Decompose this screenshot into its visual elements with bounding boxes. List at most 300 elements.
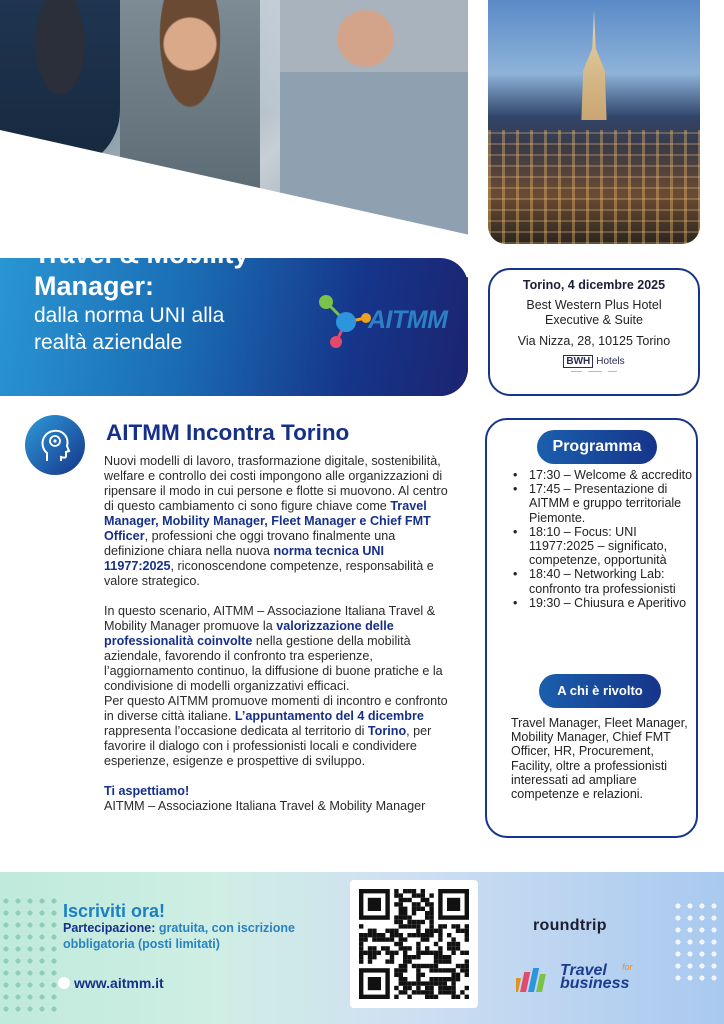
program-item: • 17:45 – Presentazione di AITMM e gruppo territoriale Piemonte. bbox=[513, 482, 693, 525]
decorative-dots-left bbox=[0, 895, 60, 1015]
qr-module bbox=[372, 933, 376, 937]
qr-module bbox=[456, 973, 460, 977]
qr-module bbox=[429, 968, 433, 972]
qr-module bbox=[434, 977, 438, 981]
qr-module bbox=[394, 893, 398, 897]
qr-module bbox=[425, 995, 429, 999]
program-item: • 17:30 – Welcome & accredito bbox=[513, 468, 693, 482]
qr-module bbox=[438, 968, 442, 972]
article-body bbox=[104, 454, 452, 814]
qr-module bbox=[416, 973, 420, 977]
qr-module bbox=[443, 924, 447, 928]
tfb-word-for: for bbox=[622, 962, 633, 972]
qr-module bbox=[465, 986, 469, 990]
text-run: , riconoscendone competenze, responsabilità e valore strategico. bbox=[104, 559, 434, 588]
qr-module bbox=[416, 893, 420, 897]
qr-module bbox=[416, 964, 420, 968]
text-bold: Torino bbox=[367, 724, 407, 738]
qr-module bbox=[403, 955, 407, 959]
qr-module bbox=[403, 977, 407, 981]
tfb-word-business: business bbox=[560, 975, 630, 992]
qr-module bbox=[394, 986, 398, 990]
qr-module bbox=[425, 946, 429, 950]
scenario-paragraph bbox=[104, 604, 452, 694]
qr-module bbox=[416, 929, 420, 933]
qr-module bbox=[438, 946, 442, 950]
qr-module bbox=[438, 986, 442, 990]
qr-finder bbox=[368, 977, 381, 990]
qr-module bbox=[399, 915, 403, 919]
qr-module bbox=[403, 959, 407, 963]
qr-module bbox=[399, 924, 403, 928]
qr-module bbox=[425, 915, 429, 919]
qr-module bbox=[416, 924, 420, 928]
qr-module bbox=[425, 981, 429, 985]
qr-module bbox=[465, 937, 469, 941]
qr-module bbox=[438, 933, 442, 937]
qr-module bbox=[412, 907, 416, 911]
text-bold: norma tecnica UNI 11977:2025 bbox=[104, 544, 385, 573]
qr-module bbox=[403, 981, 407, 985]
qr-module bbox=[456, 995, 460, 999]
qr-module bbox=[399, 920, 403, 924]
qr-module bbox=[399, 898, 403, 902]
qr-module bbox=[429, 986, 433, 990]
qr-finder bbox=[447, 898, 460, 911]
qr-module bbox=[425, 986, 429, 990]
qr-module bbox=[447, 977, 451, 981]
qr-module bbox=[394, 929, 398, 933]
qr-module bbox=[390, 951, 394, 955]
qr-module bbox=[438, 951, 442, 955]
qr-module bbox=[425, 898, 429, 902]
qr-module bbox=[429, 907, 433, 911]
qr-module bbox=[412, 902, 416, 906]
qr-module bbox=[385, 946, 389, 950]
qr-module bbox=[407, 924, 411, 928]
paragraph-gap bbox=[104, 769, 452, 784]
qr-code[interactable] bbox=[350, 880, 478, 1008]
qr-module bbox=[372, 929, 376, 933]
qr-module bbox=[390, 933, 394, 937]
qr-module bbox=[429, 902, 433, 906]
qr-module bbox=[434, 951, 438, 955]
qr-module bbox=[368, 951, 372, 955]
qr-module bbox=[443, 955, 447, 959]
qr-module bbox=[421, 990, 425, 994]
qr-module bbox=[407, 959, 411, 963]
hero-subtitle-line2: realtà aziendale bbox=[34, 331, 183, 354]
qr-module bbox=[363, 951, 367, 955]
qr-module bbox=[372, 946, 376, 950]
qr-module bbox=[434, 955, 438, 959]
qr-module bbox=[438, 937, 442, 941]
qr-module bbox=[421, 898, 425, 902]
qr-module bbox=[407, 995, 411, 999]
mole-antonelliana bbox=[576, 10, 612, 120]
qr-module bbox=[460, 951, 464, 955]
qr-module bbox=[438, 990, 442, 994]
program-card bbox=[485, 418, 698, 838]
qr-module bbox=[394, 951, 398, 955]
qr-module bbox=[416, 955, 420, 959]
qr-module bbox=[412, 911, 416, 915]
travel-for-business-logo bbox=[516, 958, 656, 998]
qr-module bbox=[381, 933, 385, 937]
qr-module bbox=[403, 911, 407, 915]
qr-module bbox=[429, 924, 433, 928]
text-run: rappresenta l’occasione dedicata al territorio di bbox=[104, 724, 368, 738]
website-url: www.aitmm.it bbox=[74, 975, 164, 991]
qr-module bbox=[372, 951, 376, 955]
qr-module bbox=[394, 902, 398, 906]
qr-module bbox=[425, 911, 429, 915]
qr-module bbox=[443, 986, 447, 990]
qr-module bbox=[399, 911, 403, 915]
qr-module bbox=[447, 955, 451, 959]
qr-module bbox=[399, 990, 403, 994]
qr-module bbox=[451, 977, 455, 981]
hero-subtitle-line1: dalla norma UNI alla bbox=[34, 304, 225, 327]
qr-module bbox=[451, 968, 455, 972]
qr-module bbox=[399, 977, 403, 981]
qr-module bbox=[385, 951, 389, 955]
qr-module bbox=[377, 933, 381, 937]
bwh-brand-strip bbox=[490, 371, 698, 379]
event-date: Torino, 4 dicembre 2025 bbox=[522, 278, 666, 292]
participation-text: gratuita, con iscrizione obbligatoria (posti limitati) bbox=[63, 921, 296, 951]
qr-module bbox=[429, 964, 433, 968]
qr-module bbox=[368, 933, 372, 937]
text-run: nella gestione della mobilità aziendale, favorendo il confronto tra esperienze, l’aggiornamento continuo, la diffusione di buone pratiche e la condivisione di modelli organizzativi efficaci. bbox=[104, 634, 443, 693]
qr-module bbox=[403, 951, 407, 955]
decorative-dots-right bbox=[672, 900, 720, 984]
event-hotel bbox=[490, 298, 698, 328]
website-link[interactable] bbox=[58, 975, 164, 991]
qr-module bbox=[407, 920, 411, 924]
qr-module bbox=[429, 981, 433, 985]
qr-module bbox=[412, 889, 416, 893]
qr-module bbox=[394, 915, 398, 919]
qr-module bbox=[412, 964, 416, 968]
qr-module bbox=[407, 933, 411, 937]
qr-module bbox=[412, 981, 416, 985]
qr-module bbox=[407, 915, 411, 919]
hero-title-line2: Manager: bbox=[34, 271, 155, 301]
main-title: AITMM Incontra Torino bbox=[106, 420, 350, 445]
qr-module bbox=[429, 933, 433, 937]
qr-module bbox=[416, 986, 420, 990]
qr-module bbox=[421, 889, 425, 893]
qr-module bbox=[421, 981, 425, 985]
qr-module bbox=[394, 889, 398, 893]
qr-module bbox=[359, 924, 363, 928]
qr-module bbox=[438, 929, 442, 933]
qr-module bbox=[399, 902, 403, 906]
qr-module bbox=[390, 929, 394, 933]
bwh-hotels-logo bbox=[490, 356, 698, 367]
qr-module bbox=[399, 968, 403, 972]
qr-module bbox=[429, 893, 433, 897]
qr-module bbox=[465, 929, 469, 933]
qr-module bbox=[403, 898, 407, 902]
qr-module bbox=[434, 942, 438, 946]
qr-module bbox=[394, 933, 398, 937]
qr-module bbox=[451, 942, 455, 946]
qr-module bbox=[465, 968, 469, 972]
audience-heading: A chi è rivolto bbox=[539, 674, 661, 708]
qr-module bbox=[460, 964, 464, 968]
text-run: , professioni che oggi trovano finalmente una definizione chiara nella nuova bbox=[104, 529, 396, 558]
qr-module bbox=[438, 955, 442, 959]
intro-paragraph bbox=[104, 454, 452, 589]
qr-module bbox=[425, 929, 429, 933]
text-run: Nuovi modelli di lavoro, trasformazione digitale, sostenibilità, welfare e controllo dei costi impongono alle organizzazioni di ripensare il modo in cui persone e flotte si muovono. Al centro di questo cambiamento ci sono figure chiave come bbox=[104, 454, 448, 513]
bwh-logo-mark: BWH bbox=[563, 355, 593, 368]
qr-module bbox=[359, 955, 363, 959]
text-run: , per favorire il dialogo con i professionisti locali e condividere esperienze, esigenze e prospettive di sviluppo. bbox=[104, 724, 432, 768]
qr-module bbox=[429, 929, 433, 933]
qr-module bbox=[451, 981, 455, 985]
qr-module bbox=[377, 951, 381, 955]
signature: AITMM – Associazione Italiana Travel & Mobility Manager bbox=[104, 799, 426, 813]
paragraph-gap bbox=[104, 589, 452, 604]
qr-module bbox=[363, 937, 367, 941]
qr-module bbox=[399, 973, 403, 977]
qr-module bbox=[403, 990, 407, 994]
qr-module bbox=[421, 893, 425, 897]
qr-module bbox=[421, 973, 425, 977]
event-info-card bbox=[488, 268, 700, 396]
hero-title-block bbox=[34, 238, 324, 356]
program-item: • 18:10 – Focus: UNI 11977:2025 – significato, competenze, opportunità bbox=[513, 525, 693, 568]
qr-module bbox=[403, 937, 407, 941]
qr-module bbox=[465, 959, 469, 963]
qr-module bbox=[368, 959, 372, 963]
tfb-word-travel: Travel bbox=[560, 962, 607, 979]
qr-module bbox=[385, 937, 389, 941]
qr-module bbox=[359, 951, 363, 955]
qr-module bbox=[363, 933, 367, 937]
qr-module bbox=[394, 995, 398, 999]
qr-module bbox=[447, 968, 451, 972]
text-bold: Travel Manager, Mobility Manager, Fleet Manager e Chief FMT Officer bbox=[104, 499, 431, 543]
roundtrip-logo: roundtrip bbox=[533, 917, 607, 934]
qr-module bbox=[359, 946, 363, 950]
city-lights bbox=[488, 130, 700, 244]
qr-module bbox=[399, 937, 403, 941]
qr-module bbox=[403, 924, 407, 928]
text-bold: L’appuntamento del 4 dicembre bbox=[234, 709, 424, 723]
qr-module bbox=[394, 920, 398, 924]
qr-module bbox=[447, 959, 451, 963]
qr-module bbox=[416, 977, 420, 981]
qr-module bbox=[443, 981, 447, 985]
qr-module bbox=[451, 990, 455, 994]
program-item: • 18:40 – Networking Lab: confronto tra professionisti bbox=[513, 567, 693, 595]
qr-module bbox=[429, 995, 433, 999]
qr-module bbox=[429, 911, 433, 915]
qr-module bbox=[403, 986, 407, 990]
qr-module bbox=[421, 920, 425, 924]
qr-module bbox=[416, 920, 420, 924]
qr-module bbox=[460, 968, 464, 972]
qr-module bbox=[394, 973, 398, 977]
qr-module bbox=[407, 986, 411, 990]
qr-module bbox=[403, 964, 407, 968]
brand-mark bbox=[608, 371, 618, 379]
hero-title-line1: Travel & Mobility bbox=[34, 239, 249, 269]
turin-night-photo bbox=[488, 0, 700, 244]
qr-module bbox=[416, 968, 420, 972]
participation-note bbox=[63, 921, 333, 952]
qr-module bbox=[465, 964, 469, 968]
qr-module bbox=[399, 907, 403, 911]
qr-module bbox=[416, 951, 420, 955]
qr-module bbox=[465, 995, 469, 999]
qr-module bbox=[359, 942, 363, 946]
qr-module bbox=[456, 924, 460, 928]
event-address: Via Nizza, 28, 10125 Torino bbox=[517, 334, 671, 348]
qr-module bbox=[394, 968, 398, 972]
qr-module bbox=[416, 933, 420, 937]
qr-module bbox=[443, 977, 447, 981]
qr-module bbox=[421, 951, 425, 955]
qr-module bbox=[377, 937, 381, 941]
qr-module bbox=[412, 955, 416, 959]
qr-module bbox=[412, 990, 416, 994]
qr-module bbox=[421, 937, 425, 941]
qr-module bbox=[443, 968, 447, 972]
qr-module bbox=[456, 942, 460, 946]
qr-module bbox=[403, 946, 407, 950]
qr-module bbox=[407, 889, 411, 893]
program-list bbox=[513, 468, 693, 610]
qr-module bbox=[403, 889, 407, 893]
signup-cta[interactable]: Iscriviti ora! bbox=[63, 901, 166, 921]
torino-paragraph bbox=[104, 694, 452, 769]
qr-module bbox=[416, 942, 420, 946]
qr-module bbox=[399, 893, 403, 897]
qr-module bbox=[399, 933, 403, 937]
qr-module bbox=[451, 946, 455, 950]
qr-module bbox=[465, 933, 469, 937]
qr-module bbox=[434, 981, 438, 985]
qr-module bbox=[465, 973, 469, 977]
qr-module bbox=[368, 955, 372, 959]
qr-module bbox=[451, 924, 455, 928]
qr-module bbox=[416, 990, 420, 994]
qr-module bbox=[399, 946, 403, 950]
qr-module bbox=[394, 942, 398, 946]
qr-module bbox=[434, 995, 438, 999]
qr-module bbox=[359, 933, 363, 937]
qr-module bbox=[451, 986, 455, 990]
qr-module bbox=[434, 959, 438, 963]
qr-module bbox=[456, 977, 460, 981]
qr-module bbox=[407, 898, 411, 902]
qr-module bbox=[434, 968, 438, 972]
qr-module bbox=[451, 951, 455, 955]
qr-module bbox=[390, 959, 394, 963]
qr-module bbox=[416, 907, 420, 911]
qr-module bbox=[399, 981, 403, 985]
qr-module bbox=[421, 933, 425, 937]
qr-module bbox=[412, 924, 416, 928]
qr-module bbox=[456, 929, 460, 933]
qr-module bbox=[447, 946, 451, 950]
qr-module bbox=[372, 955, 376, 959]
qr-module bbox=[385, 959, 389, 963]
qr-module bbox=[434, 929, 438, 933]
qr-module bbox=[438, 924, 442, 928]
qr-module bbox=[416, 946, 420, 950]
qr-module bbox=[429, 977, 433, 981]
qr-module bbox=[412, 920, 416, 924]
aitmm-logo-text: AITMM bbox=[368, 306, 448, 334]
qr-module bbox=[456, 946, 460, 950]
qr-finder bbox=[368, 898, 381, 911]
qr-module bbox=[447, 933, 451, 937]
qr-module bbox=[425, 933, 429, 937]
qr-module bbox=[438, 977, 442, 981]
qr-module bbox=[381, 937, 385, 941]
qr-module bbox=[407, 946, 411, 950]
qr-module bbox=[412, 933, 416, 937]
qr-module bbox=[429, 915, 433, 919]
qr-module bbox=[359, 937, 363, 941]
qr-module bbox=[385, 929, 389, 933]
qr-module bbox=[421, 964, 425, 968]
qr-module bbox=[443, 959, 447, 963]
qr-module bbox=[425, 990, 429, 994]
qr-module bbox=[425, 937, 429, 941]
qr-module bbox=[425, 964, 429, 968]
qr-module bbox=[451, 995, 455, 999]
qr-module bbox=[403, 915, 407, 919]
qr-module bbox=[429, 951, 433, 955]
closing-cta: Ti aspettiamo! bbox=[104, 784, 190, 798]
qr-module bbox=[407, 955, 411, 959]
audience-text: Travel Manager, Fleet Manager, Mobility Manager, Chief FMT Officer, HR, Procurement, Facility, oltre a professionisti interessati ad ampliare competenze e relazioni. bbox=[511, 716, 688, 802]
participation-label: Partecipazione: bbox=[63, 921, 156, 935]
qr-module bbox=[465, 951, 469, 955]
qr-module bbox=[403, 968, 407, 972]
qr-module bbox=[416, 902, 420, 906]
brand-mark bbox=[588, 371, 602, 379]
qr-module bbox=[368, 929, 372, 933]
qr-module bbox=[390, 937, 394, 941]
qr-module bbox=[399, 942, 403, 946]
qr-module bbox=[447, 986, 451, 990]
qr-module bbox=[359, 959, 363, 963]
text-bold: valorizzazione delle professionalità coinvolte bbox=[104, 619, 394, 648]
qr-module bbox=[372, 937, 376, 941]
qr-module bbox=[438, 959, 442, 963]
aitmm-logo bbox=[316, 292, 462, 352]
qr-module bbox=[368, 946, 372, 950]
qr-module bbox=[425, 951, 429, 955]
program-item: • 19:30 – Chiusura e Aperitivo bbox=[513, 596, 693, 610]
qr-module bbox=[429, 920, 433, 924]
qr-module bbox=[451, 973, 455, 977]
qr-module bbox=[407, 981, 411, 985]
qr-module bbox=[390, 955, 394, 959]
qr-module bbox=[434, 964, 438, 968]
qr-module bbox=[447, 990, 451, 994]
bwh-logo-suffix: Hotels bbox=[596, 356, 625, 367]
qr-module bbox=[443, 990, 447, 994]
